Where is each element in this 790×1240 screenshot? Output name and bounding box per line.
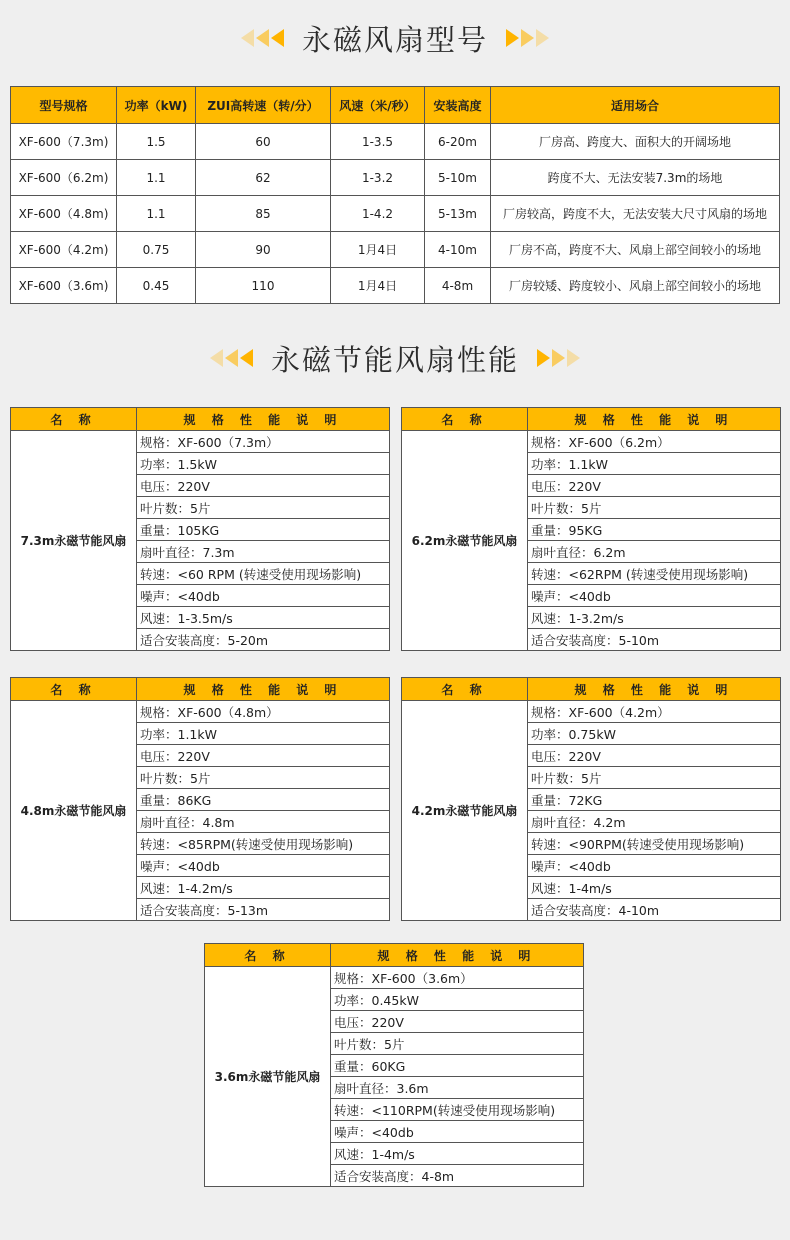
model-table [10, 86, 780, 304]
spec-value: 转速：<85RPM(转速受使用现场影响) [137, 833, 390, 855]
table-cell: XF-600（3.6m) [11, 268, 117, 304]
table-cell: 厂房较高，跨度不大，无法安装大尺寸风扇的场地 [491, 196, 780, 232]
spec-value: 电压：220V [137, 745, 390, 767]
section-title-text: 永磁风扇型号 [301, 22, 488, 57]
section-title-performance [0, 338, 790, 378]
section-title-models [0, 18, 790, 58]
table-cell: XF-600（4.2m) [11, 232, 117, 268]
section-title-text: 永磁节能风扇性能 [270, 342, 519, 377]
spec-row [11, 431, 390, 453]
column-header: ZUI高转速（转/分） [196, 87, 331, 124]
spec-value: 扇叶直径：3.6m [331, 1077, 584, 1099]
spec-value: 功率：1.5kW [137, 453, 390, 475]
spec-value: 适合安装高度：5-20m [137, 629, 390, 651]
spec-value: 风速：1-4m/s [331, 1143, 584, 1165]
table-row [11, 196, 780, 232]
fan-name: 4.2m永磁节能风扇 [402, 701, 528, 921]
table-cell: 厂房高、跨度大、面积大的开阔场地 [491, 124, 780, 160]
spec-header-row [402, 408, 781, 431]
spec-value: 叶片数：5片 [331, 1033, 584, 1055]
spec-table-2 [10, 677, 390, 921]
table-cell: 1月4日 [331, 268, 425, 304]
table-cell: 1.1 [117, 160, 196, 196]
spec-value: 转速：<62RPM (转速受使用现场影响) [528, 563, 781, 585]
fan-name: 4.8m永磁节能风扇 [11, 701, 137, 921]
name-header: 名 称 [11, 678, 137, 701]
spec-header-row [11, 678, 390, 701]
spec-value: 重量：60KG [331, 1055, 584, 1077]
spec-value: 转速：<110RPM(转速受使用现场影响) [331, 1099, 584, 1121]
spec-value: 噪声：<40db [331, 1121, 584, 1143]
spec-value: 叶片数：5片 [528, 767, 781, 789]
spec-value: 扇叶直径：4.8m [137, 811, 390, 833]
spec-value: 重量：105KG [137, 519, 390, 541]
spec-value: 扇叶直径：6.2m [528, 541, 781, 563]
table-cell: 90 [196, 232, 331, 268]
table-cell: XF-600（6.2m) [11, 160, 117, 196]
spec-value: 风速：1-4m/s [528, 877, 781, 899]
table-cell: 5-13m [425, 196, 491, 232]
spec-row [402, 431, 781, 453]
spec-value: 噪声：<40db [137, 855, 390, 877]
spec-value: 规格：XF-600（4.2m） [528, 701, 781, 723]
spec-value: 转速：<60 RPM (转速受使用现场影响) [137, 563, 390, 585]
spec-value: 电压：220V [137, 475, 390, 497]
table-cell: 110 [196, 268, 331, 304]
spec-value: 功率：0.75kW [528, 723, 781, 745]
spec-value: 电压：220V [331, 1011, 584, 1033]
spec-header-row [205, 944, 584, 967]
spec-value: 风速：1-3.5m/s [137, 607, 390, 629]
fan-name: 3.6m永磁节能风扇 [205, 967, 331, 1187]
table-cell: 厂房较矮、跨度较小、风扇上部空间较小的场地 [491, 268, 780, 304]
spec-value: 转速：<90RPM(转速受使用现场影响) [528, 833, 781, 855]
table-row [11, 232, 780, 268]
spec-table-4 [204, 943, 584, 1187]
spec-table-0 [10, 407, 390, 651]
fan-name: 6.2m永磁节能风扇 [402, 431, 528, 651]
table-row [11, 160, 780, 196]
table-cell: 0.45 [117, 268, 196, 304]
left-arrows-icon [210, 349, 253, 367]
table-cell: 跨度不大、无法安装7.3m的场地 [491, 160, 780, 196]
spec-value: 风速：1-4.2m/s [137, 877, 390, 899]
spec-header: 规 格 性 能 说 明 [331, 944, 584, 967]
column-header: 风速（米/秒） [331, 87, 425, 124]
table-cell: 0.75 [117, 232, 196, 268]
spec-value: 叶片数：5片 [528, 497, 781, 519]
left-arrows-icon [241, 29, 284, 47]
column-header: 适用场合 [491, 87, 780, 124]
table-row [11, 124, 780, 160]
spec-value: 功率：1.1kW [528, 453, 781, 475]
spec-value: 重量：72KG [528, 789, 781, 811]
fan-name: 7.3m永磁节能风扇 [11, 431, 137, 651]
column-header: 安装高度 [425, 87, 491, 124]
spec-value: 风速：1-3.2m/s [528, 607, 781, 629]
name-header: 名 称 [402, 678, 528, 701]
spec-row [11, 701, 390, 723]
spec-value: 叶片数：5片 [137, 767, 390, 789]
column-header: 型号规格 [11, 87, 117, 124]
table-cell: 4-8m [425, 268, 491, 304]
name-header: 名 称 [11, 408, 137, 431]
spec-value: 电压：220V [528, 745, 781, 767]
table-cell: 厂房不高，跨度不大、风扇上部空间较小的场地 [491, 232, 780, 268]
column-header: 功率（kW) [117, 87, 196, 124]
spec-header-row [11, 408, 390, 431]
spec-value: 适合安装高度：5-13m [137, 899, 390, 921]
table-cell: 4-10m [425, 232, 491, 268]
spec-header: 规 格 性 能 说 明 [528, 408, 781, 431]
right-arrows-icon [537, 349, 580, 367]
spec-value: 适合安装高度：4-8m [331, 1165, 584, 1187]
table-cell: 1月4日 [331, 232, 425, 268]
table-row [11, 268, 780, 304]
spec-value: 扇叶直径：4.2m [528, 811, 781, 833]
spec-value: 规格：XF-600（3.6m） [331, 967, 584, 989]
spec-row [205, 967, 584, 989]
table-cell: 60 [196, 124, 331, 160]
spec-value: 噪声：<40db [137, 585, 390, 607]
table-cell: 62 [196, 160, 331, 196]
table-cell: 5-10m [425, 160, 491, 196]
table-cell: 1-4.2 [331, 196, 425, 232]
spec-value: 适合安装高度：4-10m [528, 899, 781, 921]
table-cell: XF-600（7.3m) [11, 124, 117, 160]
spec-value: 叶片数：5片 [137, 497, 390, 519]
spec-header: 规 格 性 能 说 明 [137, 408, 390, 431]
spec-table-3 [401, 677, 781, 921]
table-cell: 1-3.2 [331, 160, 425, 196]
spec-value: 扇叶直径：7.3m [137, 541, 390, 563]
spec-value: 电压：220V [528, 475, 781, 497]
spec-table-1 [401, 407, 781, 651]
spec-value: 重量：95KG [528, 519, 781, 541]
right-arrows-icon [506, 29, 549, 47]
spec-header-row [402, 678, 781, 701]
spec-value: 重量：86KG [137, 789, 390, 811]
name-header: 名 称 [402, 408, 528, 431]
table-cell: 85 [196, 196, 331, 232]
table-cell: 1.5 [117, 124, 196, 160]
table-cell: 1-3.5 [331, 124, 425, 160]
spec-value: 规格：XF-600（4.8m） [137, 701, 390, 723]
spec-header: 规 格 性 能 说 明 [528, 678, 781, 701]
name-header: 名 称 [205, 944, 331, 967]
spec-value: 规格：XF-600（6.2m） [528, 431, 781, 453]
spec-value: 功率：0.45kW [331, 989, 584, 1011]
spec-value: 功率：1.1kW [137, 723, 390, 745]
spec-row [402, 701, 781, 723]
spec-value: 规格：XF-600（7.3m） [137, 431, 390, 453]
spec-value: 适合安装高度：5-10m [528, 629, 781, 651]
table-cell: 1.1 [117, 196, 196, 232]
table-cell: 6-20m [425, 124, 491, 160]
table-cell: XF-600（4.8m) [11, 196, 117, 232]
spec-value: 噪声：<40db [528, 855, 781, 877]
spec-header: 规 格 性 能 说 明 [137, 678, 390, 701]
spec-value: 噪声：<40db [528, 585, 781, 607]
